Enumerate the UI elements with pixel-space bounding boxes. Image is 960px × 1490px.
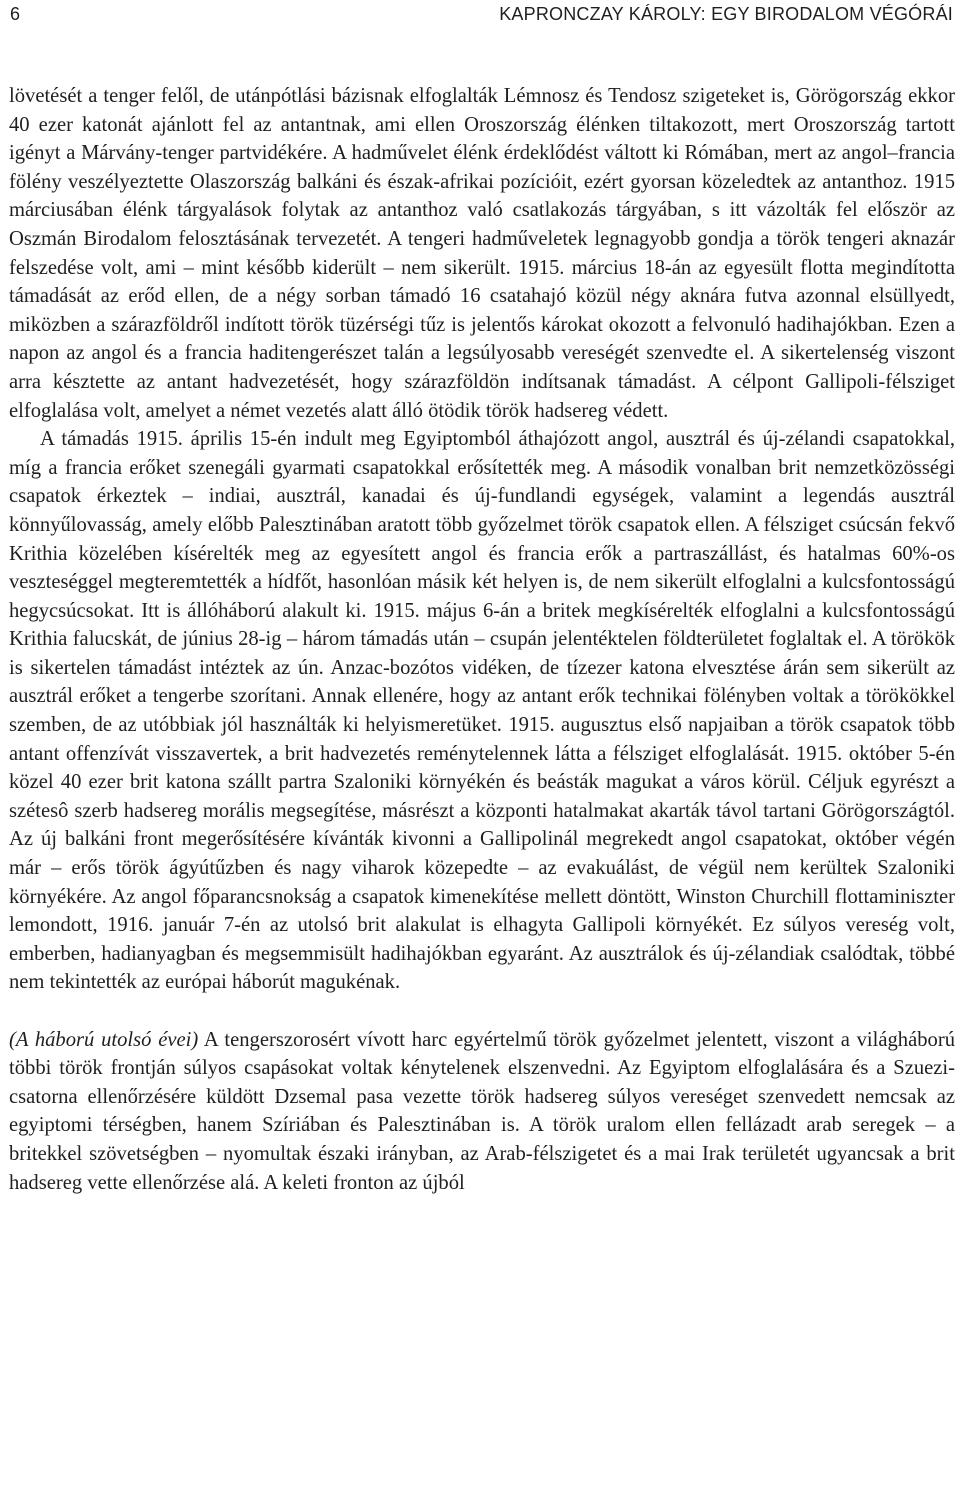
article-body — [9, 82, 955, 1197]
page-number: 6 — [10, 4, 21, 24]
section-paragraph — [9, 1026, 955, 1198]
page-header — [0, 0, 960, 34]
running-title: KAPRONCZAY KÁROLY: EGY BIRODALOM VÉGÓRÁI — [499, 4, 953, 24]
paragraph: A támadás 1915. április 15-én indult meg Egyiptomból áthajózott angol, ausztrál és új-zélandi csapatokkal, míg a francia erőket szenegáli gyarmati csapatokkal erősítették meg. A második vonalban brit nemzetközösségi csapatok érkeztek – indiai, ausztrál, kanadai és új-fundlandi egységek, valamint a legendás ausztrál könnyűlovasság, amely előbb Palesztinában aratott több győzelmet török csapatok ellen. A félsziget csúcsán fekvő Krithia közelében kísérelték meg az egyesített angol és francia erők a partraszállást, és hatalmas 60%-os veszteséggel megteremtették a hídfőt, hasonlóan másik két helyen is, de nem sikerült elfoglalni a kulcsfontosságú hegycsúcsokat. Itt is állóháború alakult ki. 1915. május 6-án a britek megkísérelték elfoglalni a kulcsfontosságú Krithia falucskát, de június 28-ig – három támadás után – csupán jelentéktelen földterületet foglaltak el. A törökök is sikertelen támadást intéztek az ún. Anzac-bozótos vidéken, de tízezer katona elvesztése árán sem sikerült az ausztrál erőket a tengerbe szorítani. Annak ellenére, hogy az antant erők technikai fölényben voltak a törökökkel szemben, de az utóbbiak jól használták ki helyismeretüket. 1915. augusztus első napjaiban a török csapatok több antant offenzívát visszavertek, a brit hadvezetés reménytelennek látta a félsziget elfoglalását. 1915. október 5-én közel 40 ezer brit katona szállt partra Szaloniki környékén és beásták magukat a város körül. Céljuk egyrészt a szétesô szerb hadsereg morális megsegítése, másrészt a központi hatalmakat akarták távol tartani Görögországtól. Az új balkáni front megerősítésére kívánták kivonni a Gallipolinál megrekedt angol csapatokat, október végén már – erős török ágyútűzben és nagy viharok közepedte – az evakuálást, de végül nem kerültek Szaloniki környékére. Az angol főparancsnokság a csapatok kimenekítése mellett döntött, Winston Churchill flottaminiszter lemondott, 1916. január 7-én az utolsó brit alakulat is elhagyta Gallipoli környékét. Ez súlyos vereség volt, emberben, hadianyagban és megsemmisült hadihajókban egyaránt. Az ausztrálok és új-zélandiak csalódtak, többé nem tekintették az európai háborút magukénak. — [9, 428, 955, 994]
section-label: (A háború utolsó évei) — [9, 1028, 199, 1051]
paragraph: lövetését a tenger felől, de utánpótlási bázisnak elfoglalták Lémnosz és Tendosz szigeteket is, Görögország ekkor 40 ezer katonát ajánlott fel az antantnak, ami ellen Oroszország élénken tiltakozott, mert Oroszország tartott igényt a Márvány-tenger partvidékére. A hadművelet élénk érdeklődést váltott ki Rómában, mert az angol–francia fölény veszélyeztette Olaszország balkáni és észak-afrikai pozícióit, ezért gyorsan közeledtek az antanthoz. 1915 márciusában élénk tárgyalások folytak az antanthoz való csatlakozás tárgyában, s itt vázolták fel először az Oszmán Birodalom felosztásának tervezetét. A tengeri hadműveletek legnagyobb gondja a török tengeri aknazár felszedése volt, ami – mint később kiderült – nem sikerült. 1915. március 18-án az egyesült flotta megindította támadását az erőd ellen, de a négy sorban támadó 16 csatahajó közül négy aknára futva azonnal elsüllyedt, miközben a szárazföldről indított török tüzérségi tűz is jelentős károkat okozott a felvonuló hadihajókban. Ezen a napon az angol és a francia haditengerészet talán a legsúlyosabb vereségét szenvedte el. A sikertelenség viszont arra késztette az antant hadvezetését, hogy szárazföldön indítsanak támadást. A célpont Gallipoli-félsziget elfoglalása volt, amelyet a német vezetés alatt álló ötödik török hadsereg védett. — [9, 85, 955, 422]
section-text: A tengerszorosért vívott harc egyértelmű török győzelmet jelentett, viszont a világháború többi török frontján súlyos csapásokat voltak kénytelenek elszenvedni. Az Egyiptom elfoglalására és a Szuezi-csatorna ellenőrzésére küldött Dzsemal pasa vezette török hadsereg súlyos vereséget szenvedett nemcsak az egyiptomi térségben, hanem Szíriában és Palesztinában is. A török uralom ellen fellázadt arab seregek – a britekkel szövetségben – nyomultak északi irányban, az Arab-félszigetet és a mai Irak területét ugyancsak a brit hadsereg vette ellenőrzése alá. A keleti fronton az újból — [9, 1028, 955, 1194]
